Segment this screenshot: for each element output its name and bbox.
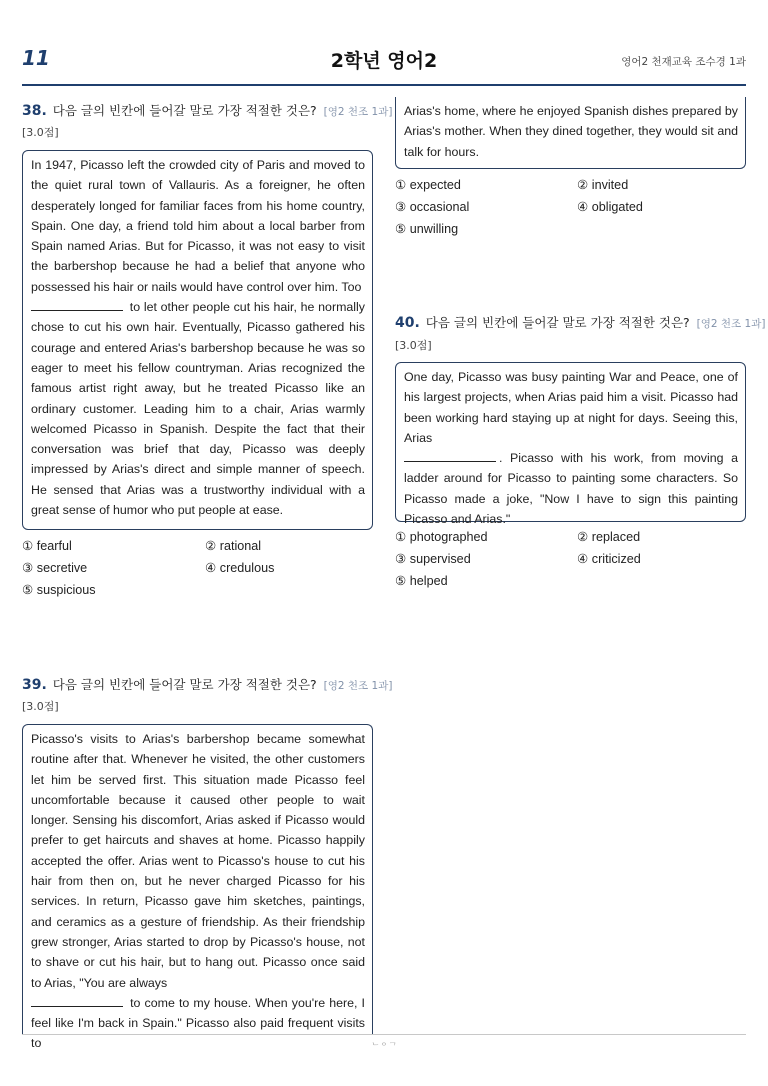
question-number: 39.	[22, 677, 47, 693]
question-source: [영2 천조 1과]	[323, 106, 393, 118]
question-number: 40.	[395, 315, 420, 331]
question-40-points: [3.0점]	[395, 339, 432, 352]
question-prompt: 다음 글의 빈칸에 들어갈 말로 가장 적절한 것은?	[52, 677, 317, 692]
answer-blank	[404, 450, 496, 462]
question-38-passage	[22, 150, 373, 530]
question-source: [영2 천조 1과]	[696, 318, 766, 330]
choice-3[interactable]: ③ supervised	[395, 552, 471, 566]
passage-text-after: . Picasso with his work, from moving a ladder around for Picasso to painting some characters. So Picasso made a joke, "Now I have to sign this painting Picasso and Arias."	[404, 451, 738, 527]
choice-5[interactable]: ⑤ suspicious	[22, 583, 96, 597]
question-40-passage	[395, 362, 746, 527]
header-divider	[22, 84, 746, 86]
question-38-choices	[22, 538, 373, 604]
answer-blank	[31, 995, 123, 1007]
choice-1[interactable]: ① fearful	[22, 539, 72, 553]
page-number: 11	[22, 46, 50, 70]
choice-1[interactable]: ① photographed	[395, 530, 488, 544]
passage-text-after: to let other people cut his hair, he normally chose to cut his own hair. Eventually, Picasso gathered his courage and entered Arias's barbershop because he was so eager to meet his fellow countryman. Arias recognized the famous artist right away, but he treated Picasso like an ordinary customer. Leading him to a chair, Arias warmly welcomed Picasso in Spanish. Despite the fact that their conversation was brief that day, Picasso was deeply impressed by Arias's direct and simple manner of speech. He sensed that Arias was a trustworthy individual with a great sense of humor who put people at ease.	[31, 300, 365, 518]
choice-4[interactable]: ④ credulous	[205, 561, 275, 575]
passage-text-after: to come to my house. When you're here, I feel like I'm back in Spain." Picasso also paid frequent visits to	[31, 995, 365, 1051]
choice-4[interactable]: ④ obligated	[577, 200, 643, 214]
question-39-passage	[22, 724, 373, 1051]
document-title: 2학년 영어2	[330, 50, 438, 72]
question-prompt: 다음 글의 빈칸에 들어갈 말로 가장 적절한 것은?	[52, 103, 317, 118]
question-40-choices	[395, 529, 746, 595]
question-39-points: [3.0점]	[22, 700, 59, 713]
footer-divider	[22, 1034, 746, 1035]
choice-1[interactable]: ① expected	[395, 178, 461, 192]
passage-text-before: Picasso's visits to Arias's barbershop became somewhat routine after that. Whenever he visited, the other customers let him be served first. This situation made Picasso feel uncomfortable because it caused other people to wait longer. Sensing his discomfort, Arias asked if Picasso would prefer to get haircuts and shaves at home. Picasso happily accepted the offer. Arias went to Picasso's house to cut his hair from then on, but he never charged Picasso for his services. In return, Picasso gave him sketches, paintings, and ceramics as a gesture of friendship. As their friendship grew stronger, Arias started to drop by Picasso's house, not to shave or cut his hair, but to hang out. Picasso once said to Arias, "You are always	[31, 732, 365, 990]
choice-4[interactable]: ④ criticized	[577, 552, 641, 566]
question-source: [영2 천조 1과]	[323, 680, 393, 692]
question-40-heading	[395, 313, 765, 334]
document-subtitle: 영어2 천재교육 조수경 1과	[621, 56, 746, 68]
choice-2[interactable]: ② replaced	[577, 530, 641, 544]
choice-3[interactable]: ③ occasional	[395, 200, 470, 214]
passage-text-continued: Arias's home, where he enjoyed Spanish dishes prepared by Arias's mother. When they dined together, they would sit and talk for hours.	[404, 104, 738, 159]
answer-blank	[31, 299, 123, 311]
choice-2[interactable]: ② rational	[205, 539, 262, 553]
choice-3[interactable]: ③ secretive	[22, 561, 88, 575]
passage-text-before: One day, Picasso was busy painting War and Peace, one of his largest projects, when Arias paid him a visit. Picasso had been working hard staying up at night for days. Seeing this, Arias	[404, 370, 738, 445]
choice-5[interactable]: ⑤ unwilling	[395, 222, 459, 236]
choice-5[interactable]: ⑤ helped	[395, 574, 448, 588]
page-header	[22, 44, 746, 84]
passage-text-before: In 1947, Picasso left the crowded city of Paris and moved to the quiet rural town of Vallauris. As a foreigner, he often desperately longed for familiar faces from his home country, Spain. One day, a friend told him about a local barber from Spain named Arias. But for Picasso, it was not easy to visit the barbershop because he had a belief that anyone who possessed his hair or nails would have control over him. Too	[31, 158, 365, 294]
question-prompt: 다음 글의 빈칸에 들어갈 말로 가장 적절한 것은?	[425, 315, 690, 330]
question-39-passage-continued	[395, 97, 746, 169]
question-38-heading	[22, 101, 392, 122]
question-39-heading	[22, 675, 392, 696]
question-number: 38.	[22, 103, 47, 119]
question-39-choices	[395, 177, 746, 243]
choice-2[interactable]: ② invited	[577, 178, 629, 192]
question-38-points: [3.0점]	[22, 126, 59, 139]
footer-mark: ᄂᄋᄀ	[370, 1043, 398, 1053]
